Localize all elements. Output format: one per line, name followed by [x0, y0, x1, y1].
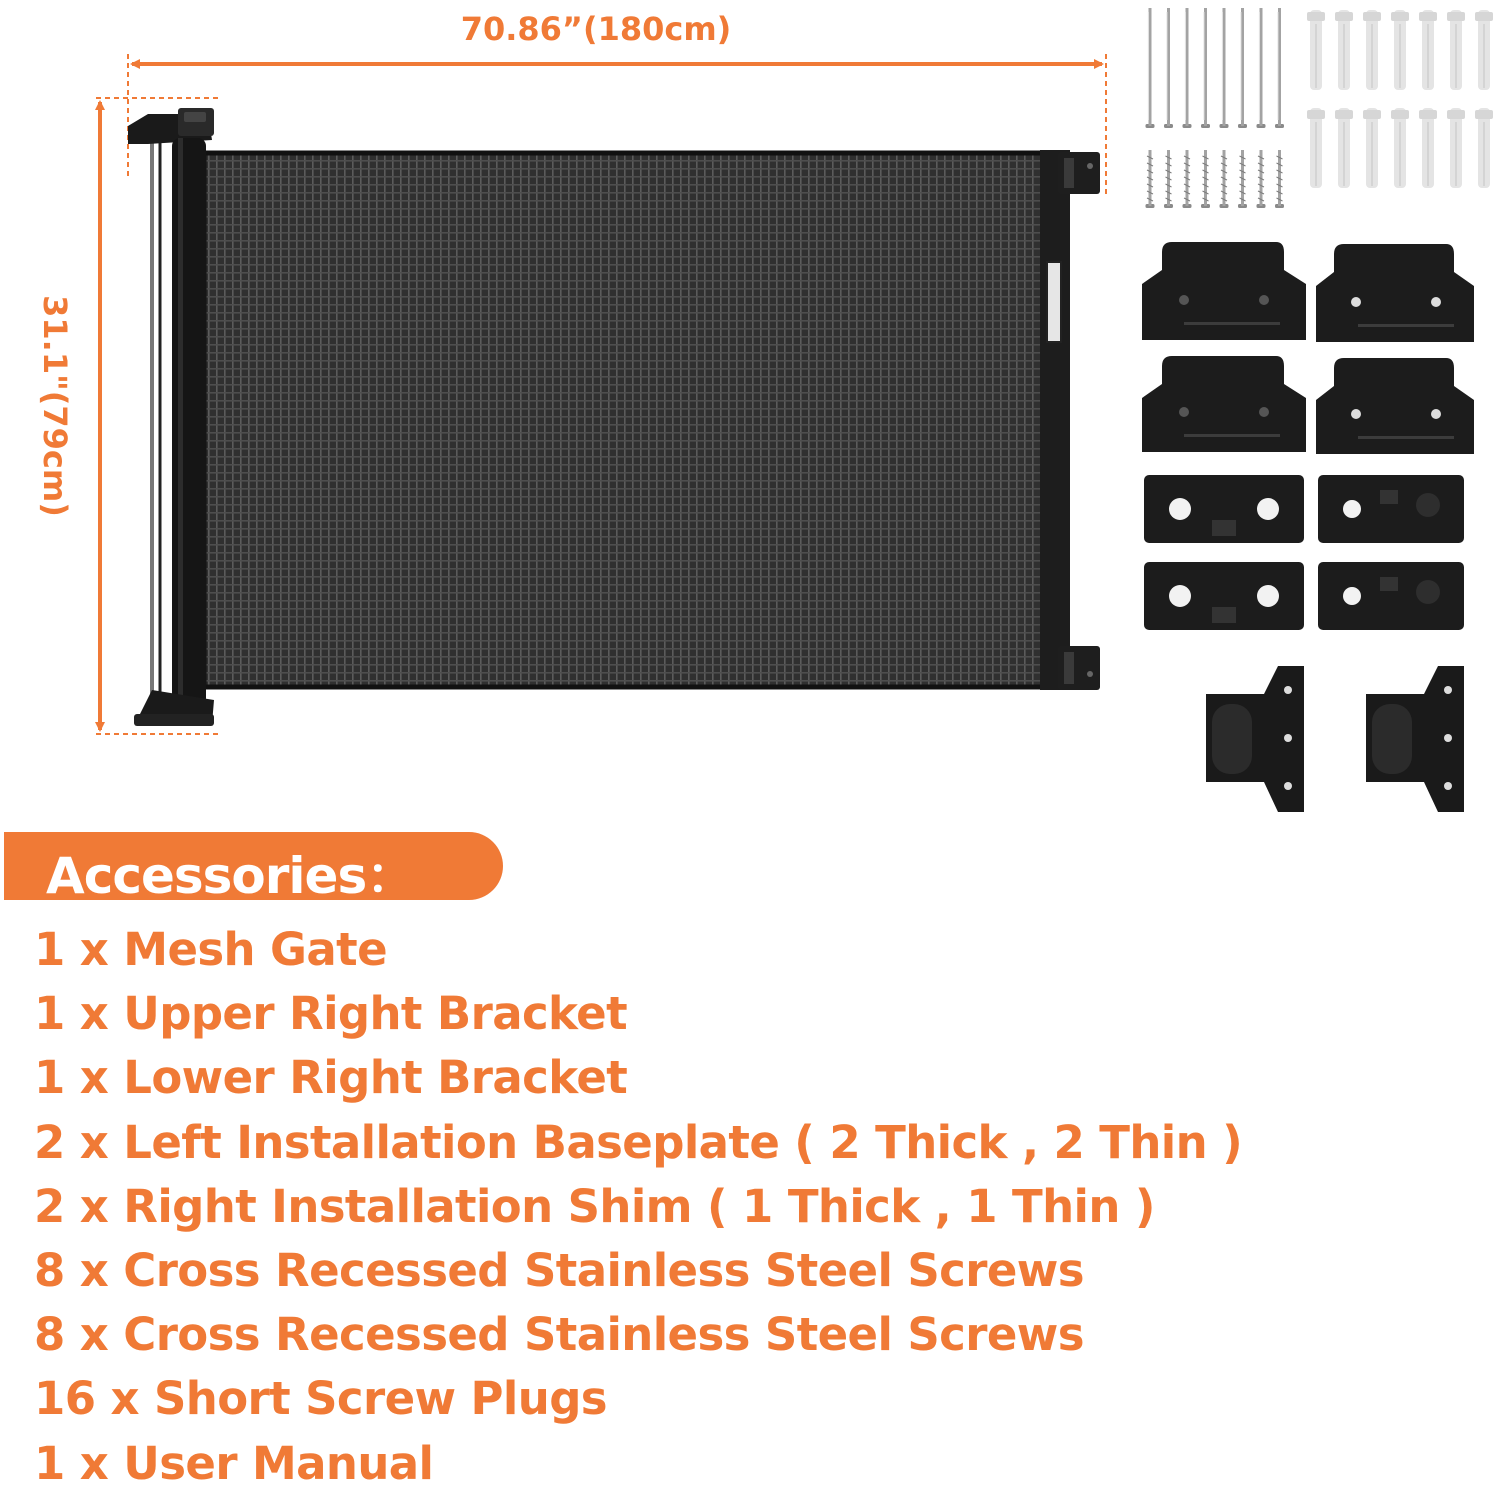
short-screw-icon	[1220, 150, 1229, 208]
wall-plug-icon	[1307, 108, 1325, 188]
long-screw-icon	[1220, 8, 1229, 128]
wall-plug-icon	[1363, 108, 1381, 188]
accessories-header	[4, 832, 503, 905]
short-screw-icon	[1146, 150, 1155, 208]
wall-plug-icon	[1335, 10, 1353, 90]
wall-plug-icon	[1475, 10, 1493, 90]
accessory-item: 16 x Short Screw Plugs	[34, 1372, 607, 1426]
wall-plug-icon	[1419, 108, 1437, 188]
wall-plug-icon	[1447, 10, 1465, 90]
short-screw-icon	[1183, 150, 1192, 208]
mesh-gate	[128, 108, 1100, 726]
wall-plug-icon	[1391, 108, 1409, 188]
gate-roller-housing	[128, 108, 214, 726]
wall-plug-icon	[1335, 108, 1353, 188]
long-screw-icon	[1238, 8, 1247, 128]
short-screw-icon	[1257, 150, 1266, 208]
upper-right-bracket	[1058, 152, 1100, 194]
accessory-item: 1 x User Manual	[34, 1436, 434, 1490]
accessory-item: 8 x Cross Recessed Stainless Steel Screws	[34, 1243, 1084, 1297]
accessories-title: Accessories：	[46, 847, 416, 905]
accessory-item: 1 x Lower Right Bracket	[34, 1051, 628, 1105]
long-screw-icon	[1183, 8, 1192, 128]
short-screw-icon	[1146, 150, 1285, 208]
long-screw-icon	[1146, 8, 1285, 128]
accessories-list	[34, 918, 1242, 1496]
gate-handle-bar	[1040, 150, 1070, 690]
short-screw-icon	[1201, 150, 1210, 208]
short-screw-icon	[1164, 150, 1173, 208]
mesh-panel	[204, 153, 1062, 687]
short-screw-icon	[1238, 150, 1247, 208]
shim-icon	[1144, 475, 1464, 630]
accessory-item: 2 x Right Installation Shim ( 1 Thick , 1 Thin )	[34, 1179, 1155, 1233]
bracket-icon	[1206, 666, 1464, 812]
wall-plug-icon	[1447, 108, 1465, 188]
hardware-kit	[1142, 8, 1493, 812]
wall-plug-icon	[1307, 10, 1493, 188]
accessory-item: 2 x Left Installation Baseplate ( 2 Thick , 2 Thin )	[34, 1115, 1243, 1169]
long-screw-icon	[1164, 8, 1173, 128]
wall-plug-icon	[1363, 10, 1381, 90]
short-screw-icon	[1275, 150, 1284, 208]
long-screw-icon	[1146, 8, 1155, 128]
accessory-item: 1 x Mesh Gate	[34, 923, 387, 976]
wall-plug-icon	[1307, 10, 1325, 90]
accessory-item: 8 x Cross Recessed Stainless Steel Screws	[34, 1308, 1084, 1362]
baseplate-icon	[1142, 242, 1474, 454]
long-screw-icon	[1275, 8, 1284, 128]
wall-plug-icon	[1391, 10, 1409, 90]
height-label: 31.1"(79cm)	[36, 295, 74, 517]
wall-plug-icon	[1419, 10, 1437, 90]
width-label: 70.86”(180cm)	[460, 10, 732, 48]
wall-plug-icon	[1475, 108, 1493, 188]
accessory-item: 1 x Upper Right Bracket	[34, 987, 627, 1041]
lower-right-bracket	[1058, 646, 1100, 690]
long-screw-icon	[1201, 8, 1210, 128]
long-screw-icon	[1257, 8, 1266, 128]
